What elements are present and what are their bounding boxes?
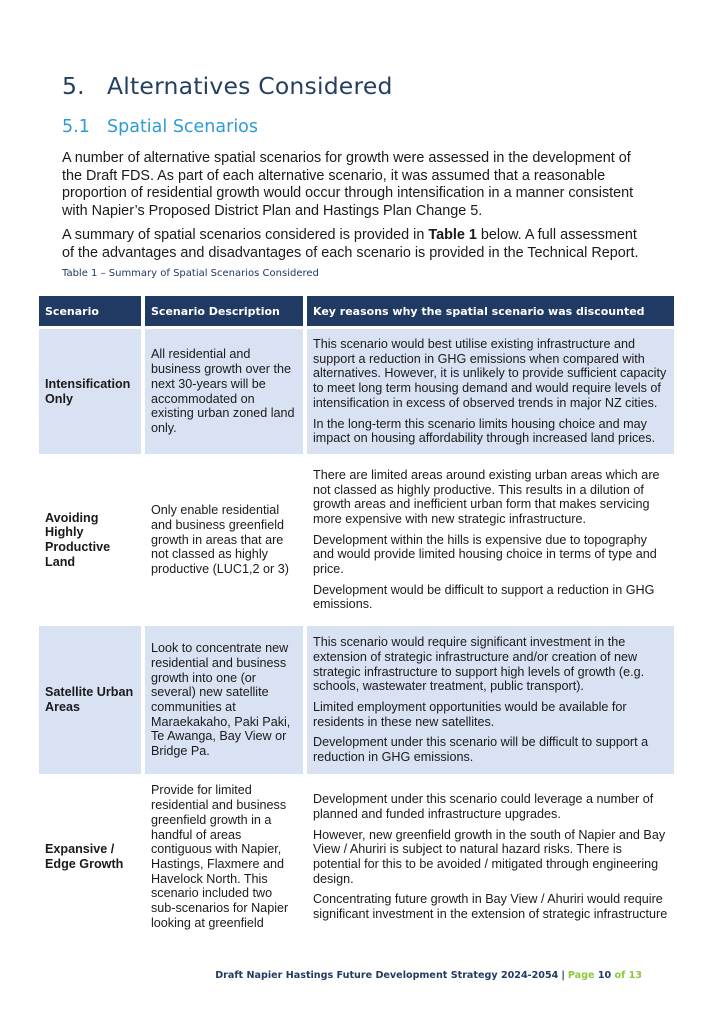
reasons-cell	[307, 777, 674, 937]
footer-title: Draft Napier Hastings Future Development Strategy 2024-2054	[215, 970, 559, 981]
scenario-cell: Expansive / Edge Growth	[39, 777, 141, 937]
total-pages: 13	[628, 970, 642, 981]
summary-text-start: A summary of spatial scenarios considered is provided in	[62, 227, 429, 243]
page-number: 10	[597, 970, 612, 981]
header-reasons: Key reasons why the spatial scenario was discounted	[307, 296, 674, 326]
description-cell: Look to concentrate new residential and business growth into one (or several) new satellite communities at Maraekakaho, Paki Paki, Te Awanga, Bay View or Bridge Pa.	[145, 626, 303, 774]
footer-separator: |	[561, 970, 565, 981]
section-number: 5.	[62, 72, 85, 100]
table-row	[39, 457, 674, 623]
subsection-number: 5.1	[62, 117, 90, 137]
page-footer	[0, 970, 642, 981]
header-scenario: Scenario	[39, 296, 141, 326]
table-row	[39, 777, 674, 937]
reason-paragraph: In the long-term this scenario limits housing choice and may impact on housing affordability through increased land prices.	[313, 416, 656, 446]
reason-paragraph: Development under this scenario will be difficult to support a reduction in GHG emissions.	[313, 735, 649, 765]
reason-paragraph: There are limited areas around existing urban areas which are not classed as highly productive. This results in a dilution of growth areas and inefficient urban form that makes servicing more expensive with new strategic infrastructure.	[313, 467, 660, 526]
table-row	[39, 626, 674, 774]
reason-paragraph: Development under this scenario could leverage a number of planned and funded infrastructure upgrades.	[313, 792, 654, 821]
subsection-heading	[62, 117, 258, 137]
subsection-title: Spatial Scenarios	[107, 117, 259, 137]
header-description: Scenario Description	[145, 296, 303, 326]
reason-paragraph: This scenario would require significant investment in the extension of strategic infrastructure and/or creation of new strategic infrastructure to support high levels of growth (e.g. schools, wastewater treatment, public transport).	[313, 635, 645, 694]
description-cell: Only enable residential and business greenfield growth in areas that are not classed as highly productive (LUC1,2 or 3)	[145, 457, 303, 623]
reason-paragraph: Concentrating future growth in Bay View / Ahuriri would require significant investment in the extension of strategic infrastructure	[313, 892, 668, 922]
scenarios-table	[35, 293, 678, 940]
table-header-row	[39, 296, 674, 326]
reasons-cell	[307, 457, 674, 623]
section-heading	[62, 72, 393, 100]
reason-paragraph: Development within the hills is expensive due to topography and would provide limited housing choice in terms of type and price.	[313, 532, 657, 577]
description-cell: All residential and business growth over the next 30-years will be accommodated on existing urban zoned land only.	[145, 329, 303, 454]
reason-paragraph: Development would be difficult to support a reduction in GHG emissions.	[313, 582, 655, 612]
reason-paragraph: This scenario would best utilise existing infrastructure and support a reduction in GHG emissions when compared with alternatives. However, it is unlikely to provide sufficient capacity to meet long term housing demand and would require levels of intensification in excess of observed trends in major NZ cities.	[313, 337, 667, 410]
reason-paragraph: However, new greenfield growth in the south of Napier and Bay View / Ahuriri is subject to natural hazard risks. There is potential for this to be avoided / mitigated through engineering design.	[313, 827, 666, 886]
table-row	[39, 329, 674, 454]
description-cell: Provide for limited residential and business greenfield growth in a handful of areas contiguous with Napier, Hastings, Flaxmere and Havelock North. This scenario included two sub-scenarios for Napier looking at greenfield	[145, 777, 303, 937]
reasons-cell	[307, 626, 674, 774]
intro-paragraph: A number of alternative spatial scenarios for growth were assessed in the development of the Draft FDS. As part of each alternative scenario, it was assumed that a reasonable proportion of residential growth would occur through intensification in a manner consistent with Napier’s Proposed District Plan and Hastings Plan Change 5.	[62, 150, 634, 219]
scenario-cell: Satellite Urban Areas	[39, 626, 141, 774]
reason-paragraph: Limited employment opportunities would be available for residents in these new satellites.	[313, 700, 627, 729]
section-title: Alternatives Considered	[107, 72, 393, 100]
table-reference: Table 1	[428, 227, 477, 243]
scenario-cell: Avoiding Highly Productive Land	[39, 457, 141, 623]
summary-text-end: below. A full assessment of the advantages and disadvantages of each scenario is provided in the Technical Report.	[62, 227, 639, 261]
page-label: Page	[567, 970, 595, 981]
summary-paragraph	[62, 227, 652, 262]
of-label: of	[614, 970, 626, 981]
scenario-cell: Intensification Only	[39, 329, 141, 454]
reasons-cell	[307, 329, 674, 454]
table-caption: Table 1 – Summary of Spatial Scenarios Considered	[62, 268, 319, 279]
